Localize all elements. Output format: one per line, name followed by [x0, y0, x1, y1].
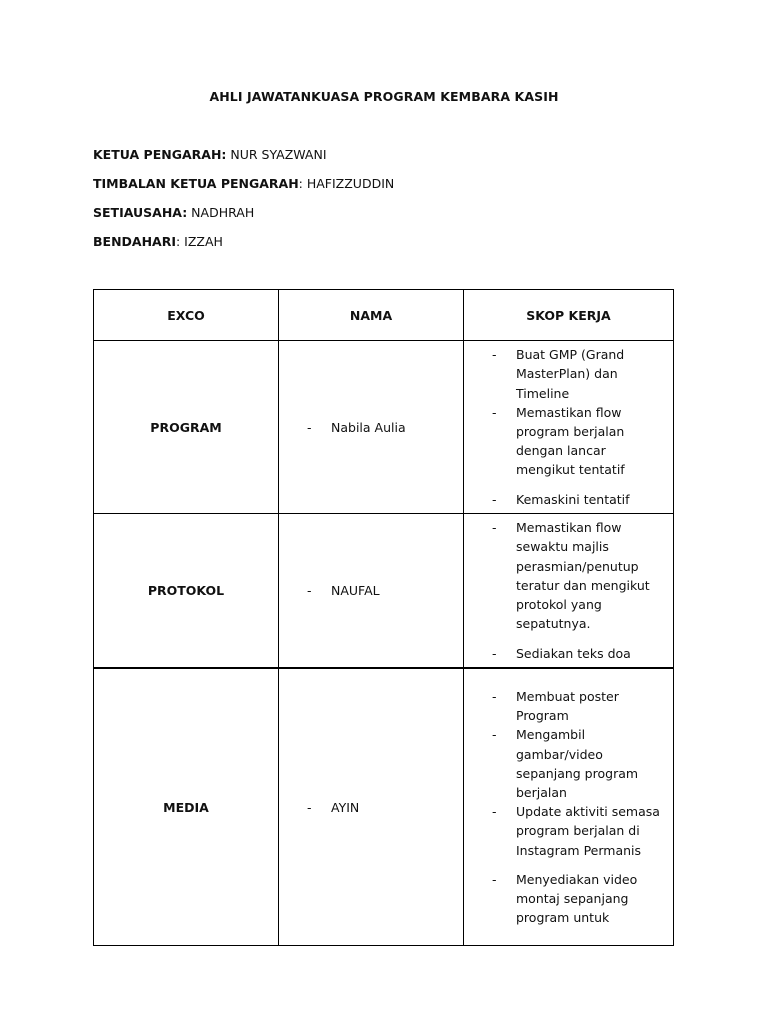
scope-item — [492, 518, 667, 633]
exco-cell: MEDIA — [94, 668, 279, 946]
dash-bullet: - — [492, 804, 497, 820]
officer-bendahari — [93, 233, 394, 262]
dash-bullet: - — [492, 645, 497, 661]
header-nama: NAMA — [279, 290, 464, 341]
scope-list — [492, 518, 667, 662]
officer-role: KETUA PENGARAH: — [93, 147, 227, 162]
officer-role: SETIAUSAHA: — [93, 205, 188, 220]
dash-bullet: - — [492, 727, 497, 743]
exco-cell: PROTOKOL — [94, 514, 279, 669]
dash-bullet: - — [492, 871, 497, 887]
nama-cell — [279, 341, 464, 514]
dash-bullet: - — [307, 799, 312, 815]
committee-table — [93, 289, 674, 946]
member-name: NAUFAL — [331, 583, 380, 598]
scope-list — [492, 345, 667, 509]
officer-setiausaha — [93, 204, 394, 233]
scope-text: Mengambil gambar/video sepanjang program berjalan — [516, 727, 639, 801]
skop-cell — [464, 341, 674, 514]
dash-bullet: - — [307, 419, 312, 435]
scope-text: Sediakan teks doa — [516, 645, 631, 661]
member-name: AYIN — [331, 799, 360, 815]
officer-name: NUR SYAZWANI — [226, 147, 327, 162]
document-title: AHLI JAWATANKUASA PROGRAM KEMBARA KASIH — [209, 89, 559, 104]
scope-item — [492, 725, 667, 802]
skop-cell — [464, 668, 674, 946]
table-row-program — [94, 341, 674, 514]
scope-item — [492, 403, 667, 480]
dash-bullet: - — [307, 583, 312, 598]
officer-name: NADHRAH — [187, 205, 255, 220]
scope-text: Kemaskini tentatif — [516, 491, 630, 507]
scope-text: Buat GMP (Grand MasterPlan) dan Timeline — [516, 347, 625, 401]
nama-cell — [279, 514, 464, 669]
scope-item — [492, 345, 667, 403]
dash-bullet: - — [492, 520, 497, 536]
officer-name: : IZZAH — [176, 234, 223, 249]
scope-item — [492, 490, 667, 509]
skop-cell — [464, 514, 674, 669]
scope-list — [492, 687, 667, 927]
scope-text: Memastikan flow program berjalan dengan lancar mengikut tentatif — [516, 404, 625, 478]
scope-item — [492, 802, 667, 860]
header-exco: EXCO — [94, 290, 279, 341]
nama-cell — [279, 668, 464, 946]
dash-bullet: - — [492, 491, 497, 507]
scope-text: Update aktiviti semasa program berjalan di Instagram Permanis — [516, 804, 660, 858]
scope-text: Menyediakan video montaj sepanjang program untuk — [516, 871, 638, 926]
member-name: Nabila Aulia — [331, 419, 406, 435]
dash-bullet: - — [492, 404, 497, 420]
table-header-row — [94, 290, 674, 341]
scope-text: Memastikan flow sewaktu majlis perasmian/penutup teratur dan mengikut protokol yang sepatutnya. — [516, 520, 650, 632]
officer-timbalan-ketua-pengarah — [93, 175, 394, 204]
officer-list — [93, 146, 394, 262]
scope-item — [492, 870, 667, 928]
dash-bullet: - — [492, 347, 497, 363]
officer-role: BENDAHARI — [93, 234, 176, 249]
table-row-media — [94, 668, 674, 946]
table-row-protokol — [94, 514, 674, 669]
officer-role: TIMBALAN KETUA PENGARAH — [93, 176, 299, 191]
exco-cell: PROGRAM — [94, 341, 279, 514]
scope-text: Membuat poster Program — [516, 689, 619, 724]
scope-item — [492, 687, 667, 725]
dash-bullet: - — [492, 689, 497, 704]
scope-item — [492, 644, 667, 663]
officer-ketua-pengarah — [93, 146, 394, 175]
header-skop-kerja: SKOP KERJA — [464, 290, 674, 341]
officer-name: : HAFIZZUDDIN — [298, 176, 395, 191]
